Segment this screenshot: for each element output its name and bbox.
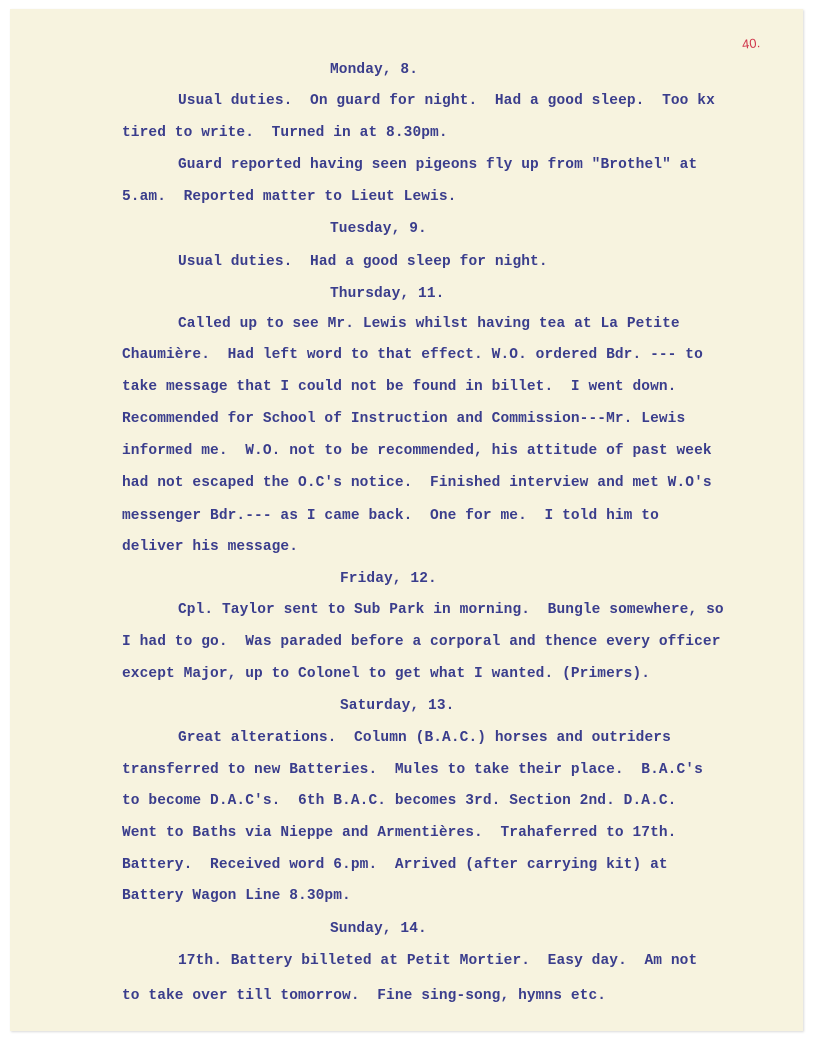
text-line: had not escaped the O.C's notice. Finished interview and met W.O's: [122, 475, 712, 491]
page-number: 40.: [741, 35, 761, 52]
text-line: to become D.A.C's. 6th B.A.C. becomes 3rd. Section 2nd. D.A.C.: [122, 793, 677, 809]
text-line: 17th. Battery billeted at Petit Mortier. Easy day. Am not: [178, 953, 698, 969]
text-line: messenger Bdr.--- as I came back. One for me. I told him to: [122, 508, 659, 524]
entry-heading-saturday: Saturday, 13.: [340, 698, 455, 714]
text-line: Battery Wagon Line 8.30pm.: [122, 888, 351, 904]
text-line: Chaumière. Had left word to that effect. W.O. ordered Bdr. --- to: [122, 347, 703, 363]
text-line: Called up to see Mr. Lewis whilst having tea at La Petite: [178, 316, 680, 332]
entry-heading-friday: Friday, 12.: [340, 571, 437, 587]
text-line: Usual duties. On guard for night. Had a good sleep. Too kx: [178, 93, 715, 109]
entry-heading-sunday: Sunday, 14.: [330, 921, 427, 937]
text-line: Recommended for School of Instruction and Commission---Mr. Lewis: [122, 411, 686, 427]
text-line: Usual duties. Had a good sleep for night.: [178, 254, 548, 270]
text-line: 5.am. Reported matter to Lieut Lewis.: [122, 189, 457, 205]
text-line: deliver his message.: [122, 539, 299, 555]
text-line: except Major, up to Colonel to get what I wanted. (Primers).: [122, 666, 651, 682]
text-line: Cpl. Taylor sent to Sub Park in morning. Bungle somewhere, so: [178, 602, 724, 618]
text-line: transferred to new Batteries. Mules to take their place. B.A.C's: [122, 762, 703, 778]
text-line: Battery. Received word 6.pm. Arrived (after carrying kit) at: [122, 857, 668, 873]
entry-heading-thursday: Thursday, 11.: [330, 286, 445, 302]
text-line: to take over till tomorrow. Fine sing-song, hymns etc.: [122, 988, 607, 1004]
text-line: Guard reported having seen pigeons fly up from "Brothel" at: [178, 157, 698, 173]
text-line: take message that I could not be found in billet. I went down.: [122, 379, 677, 395]
text-line: I had to go. Was paraded before a corporal and thence every officer: [122, 634, 721, 650]
text-line: informed me. W.O. not to be recommended, his attitude of past week: [122, 443, 712, 459]
text-line: Went to Baths via Nieppe and Armentières. Trahaferred to 17th.: [122, 825, 677, 841]
text-line: Great alterations. Column (B.A.C.) horses and outriders: [178, 730, 671, 746]
text-line: tired to write. Turned in at 8.30pm.: [122, 125, 448, 141]
entry-heading-monday: Monday, 8.: [330, 62, 419, 78]
entry-heading-tuesday: Tuesday, 9.: [330, 221, 427, 237]
